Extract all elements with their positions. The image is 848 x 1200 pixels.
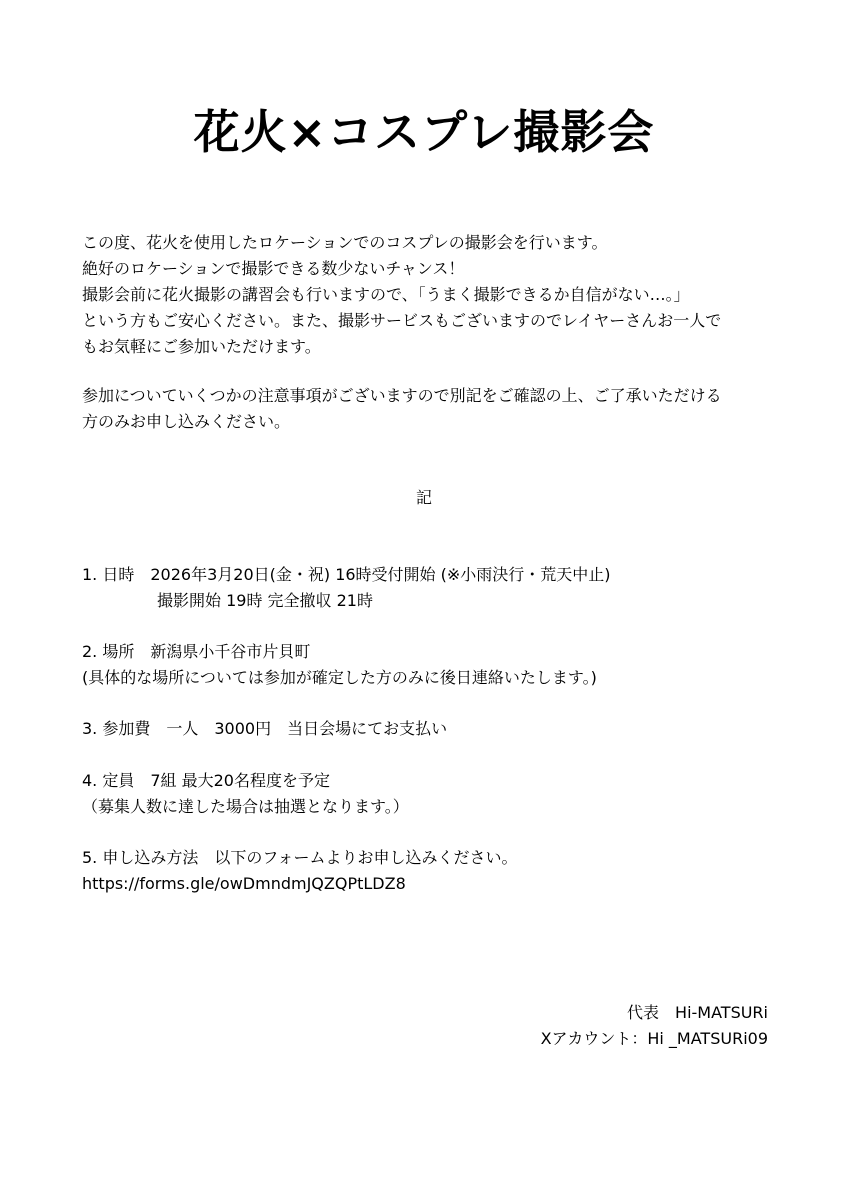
item-capacity-note: （募集人数に達した場合は抽選となります。） <box>82 797 409 816</box>
item-apply-label: 5. 申し込み方法 <box>82 848 199 867</box>
notice-line: 方のみお申し込みください。 <box>82 412 291 431</box>
item-apply <box>82 845 782 897</box>
item-date <box>82 562 782 614</box>
item-capacity-label: 4. 定員 <box>82 771 135 790</box>
item-place <box>82 639 782 691</box>
x-account: Xアカウント：Hi _MATSURi09 <box>540 1029 768 1048</box>
intro-paragraph <box>82 230 782 360</box>
signature <box>368 1000 768 1052</box>
intro-line: この度、花火を使用したロケーションでのコスプレの撮影会を行います。 <box>82 233 608 252</box>
item-fee <box>82 716 782 742</box>
ki-heading: 記 <box>415 488 432 507</box>
intro-line: もお気軽にご参加いただけます。 <box>82 337 321 356</box>
item-apply-value: 以下のフォームよりお申し込みください。 <box>214 848 518 867</box>
notice-line: 参加についていくつかの注意事項がございますので別記をご確認の上、ご了承いただける <box>82 386 722 405</box>
notice-paragraph <box>82 383 782 435</box>
page-title: 花火×コスプレ撮影会 <box>193 105 655 159</box>
intro-line: 撮影会前に花火撮影の講習会も行いますので、「うまく撮影できるか自信がない…。」 <box>82 285 690 304</box>
intro-line: 絶好のロケーションで撮影できる数少ないチャンス！ <box>82 259 465 278</box>
item-date-value: 2026年3月20日(金・祝) 16時受付開始 (※小雨決行・荒天中止) <box>150 565 611 584</box>
representative: 代表 Hi-MATSURi <box>627 1003 768 1022</box>
item-date-label: 1. 日時 <box>82 565 135 584</box>
item-place-value: 新潟県小千谷市片貝町 <box>150 642 311 661</box>
item-capacity-value: 7組 最大20名程度を予定 <box>150 771 330 790</box>
item-date-sub: 撮影開始 19時 完全撤収 21時 <box>157 591 373 610</box>
item-place-label: 2. 場所 <box>82 642 135 661</box>
item-fee-label: 3. 参加費 <box>82 719 151 738</box>
item-fee-value: 一人 3000円 当日会場にてお支払い <box>166 719 448 738</box>
intro-line: という方もご安心ください。また、撮影サービスもございますのでレイヤーさんお一人で <box>82 311 722 330</box>
item-capacity <box>82 768 782 820</box>
form-link[interactable]: https://forms.gle/owDmndmJQZQPtLDZ8 <box>82 874 406 893</box>
item-place-note: (具体的な場所については参加が確定した方のみに後日連絡いたします。) <box>82 668 597 687</box>
